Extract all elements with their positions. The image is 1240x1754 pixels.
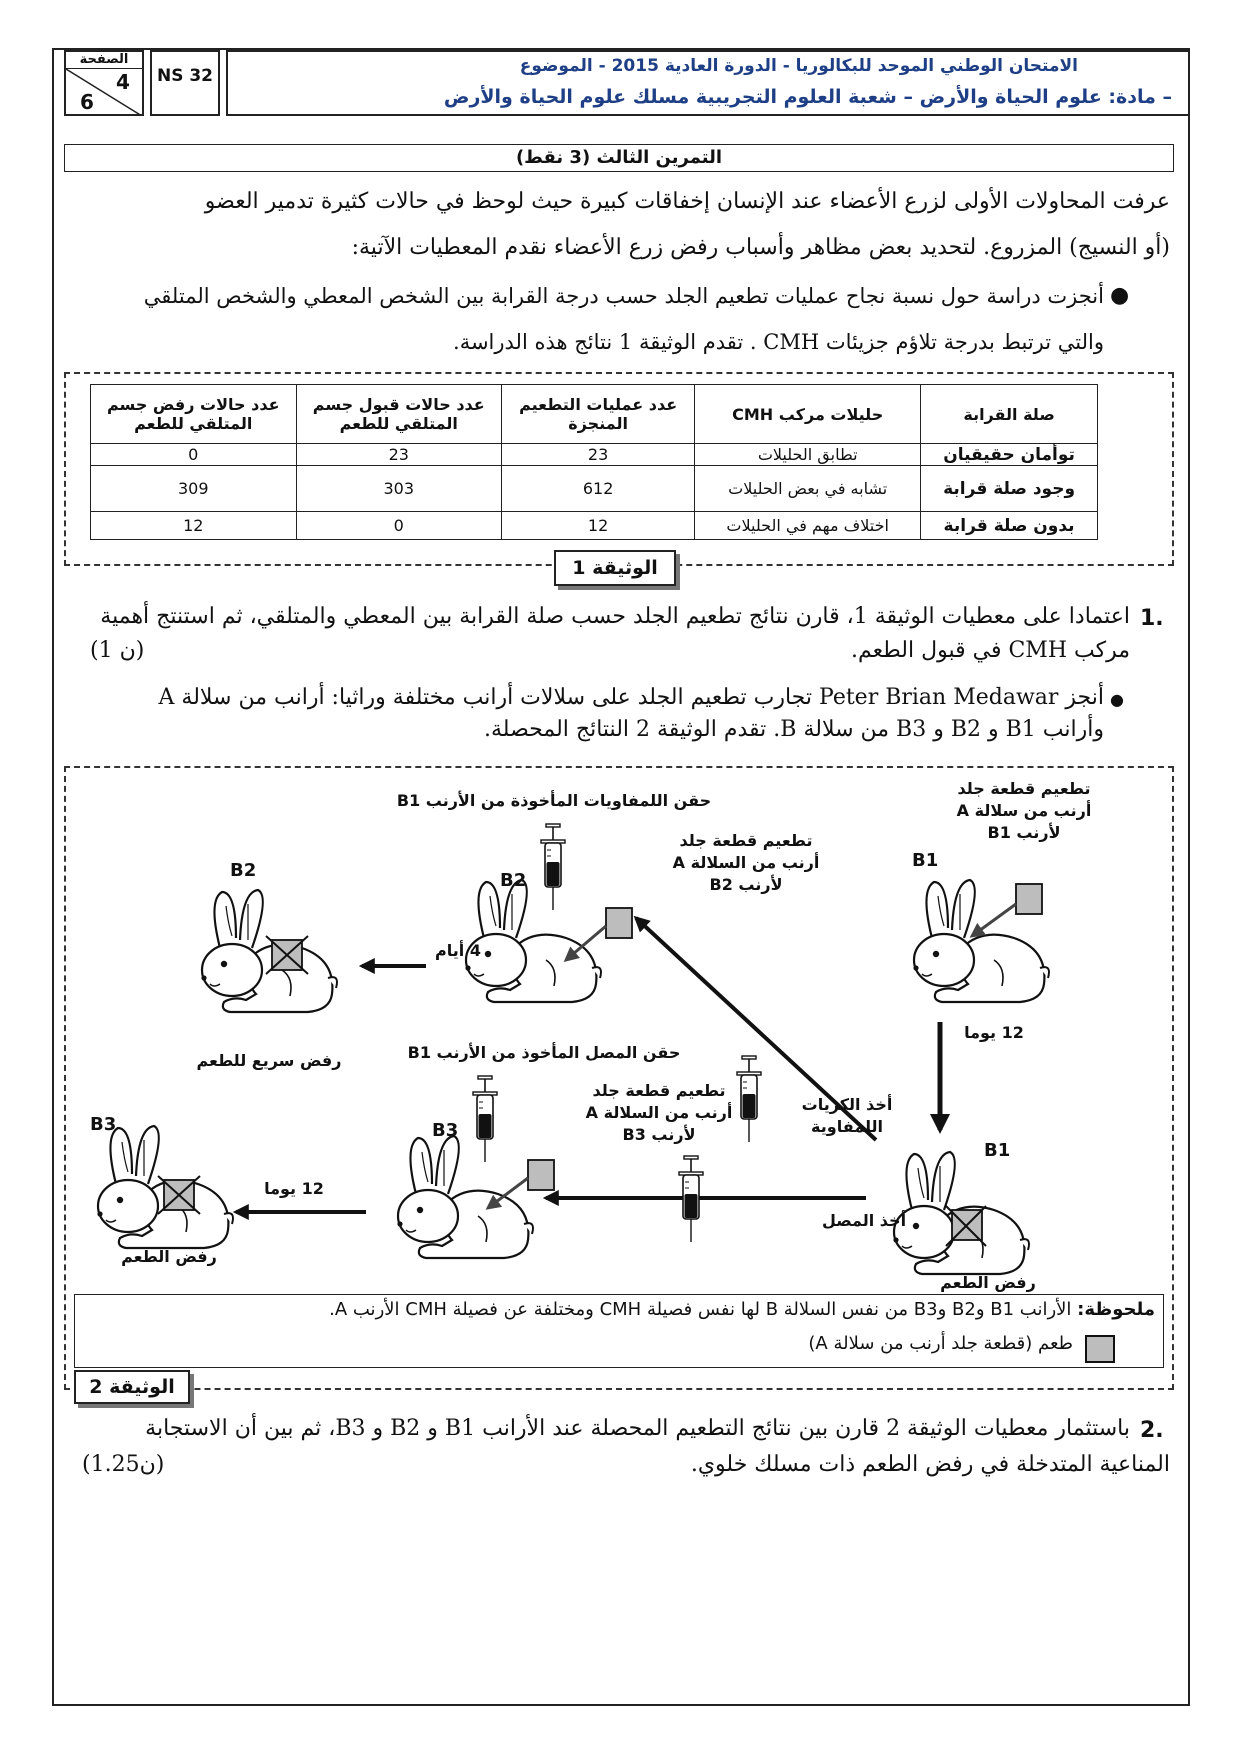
header-title-box [226, 50, 1190, 116]
cell-alleles: تشابه في بعض الحليلات [695, 466, 921, 512]
bullet-1-line-2: والتي ترتبط بدرجة تلاؤم جزيئات CMH . تقدم الوثيقة 1 نتائج هذه الدراسة. [453, 330, 1104, 354]
rapid-rejection-label: رفض سريع للطعم [196, 1051, 342, 1070]
rabbit-b3-label: B3 [432, 1120, 459, 1141]
note-label: ملحوظة: [1077, 1299, 1155, 1320]
take-serum-label: أخذ المصل [821, 1211, 907, 1230]
cell-kinship: بدون صلة قرابة [921, 512, 1098, 540]
rabbit-b3-graft [397, 1136, 533, 1258]
intro-line-1: عرفت المحاولات الأولى لزرع الأعضاء عند الإنسان إخفاقات كبيرة حيث لوحظ في حالات كثيرة تدمير العضو [204, 189, 1170, 214]
cell-accepted: 303 [296, 466, 501, 512]
question-2-number: 2. [1140, 1418, 1164, 1443]
header-accepted-count: عدد حالات قبول جسم المتلقي للطعم [296, 385, 501, 444]
inject-lymph-label: حقن اللمفاويات المأخوذة من الأرنب B1 [396, 791, 712, 810]
cell-alleles: تطابق الحليلات [695, 444, 921, 466]
rabbit-b2-label: B2 [500, 870, 527, 891]
exam-page [52, 48, 1190, 1706]
cell-kinship: وجود صلة قرابة [921, 466, 1098, 512]
table-row [91, 512, 1098, 540]
rabbit-b3-rejected-label: B3 [90, 1114, 117, 1135]
bullet-2-dot: ● [1110, 690, 1124, 709]
syringe-serum-icon [679, 1156, 703, 1242]
inject-serum-label: حقن المصل المأخوذ من الأرنب B1 [407, 1043, 681, 1062]
graft-arrow [972, 904, 1016, 936]
rabbit-b1-bottom-label: B1 [984, 1140, 1011, 1161]
cell-rejected: 0 [91, 444, 297, 466]
question-2-line-1: باستثمار معطيات الوثيقة 2 قارن بين نتائج التطعيم المحصلة عند الأرانب B1 و B2 و B3، ثم بين أن الاستجابة [145, 1416, 1130, 1441]
question-1-line-2: مركب CMH في قبول الطعم. [851, 638, 1130, 663]
rabbit-b2-rejected [201, 890, 337, 1012]
question-2-line-2: المناعية المتدخلة في رفض الطعم ذات مسلك خلوي. [690, 1452, 1170, 1477]
graft-b1-label: تطعيم قطعة جلد أرنب من سلالة A لأرنب B1 [956, 779, 1092, 842]
table-row [91, 444, 1098, 466]
page-divider-line [66, 69, 142, 116]
rabbit-b2-rejected-label: B2 [230, 860, 257, 881]
days-12-b3-label: 12 يوما [264, 1179, 324, 1198]
graft-patch [606, 908, 632, 938]
cell-rejected: 309 [91, 466, 297, 512]
days-12-label: 12 يوما [964, 1023, 1024, 1042]
question-1-line-1: اعتمادا على معطيات الوثيقة 1، قارن نتائج تطعيم الجلد حسب صلة القرابة بين المعطي والمتلقي، ثم استنتج أهمية [100, 604, 1130, 629]
bullet-2-line-2: وأرانب B1 و B2 و B3 من سلالة B. تقدم الوثيقة 2 النتائج المحصلة. [484, 717, 1104, 742]
question-1-points: (1 ن) [90, 638, 145, 663]
header-grafts-count: عدد عمليات التطعيم المنجزة [502, 385, 695, 444]
header-line-1: الامتحان الوطني الموحد للبكالوريا - الدورة العادية 2015 - الموضوع [519, 56, 1078, 76]
note-line [329, 1299, 1155, 1320]
bullet-1-line-1: أنجزت دراسة حول نسبة نجاح عمليات تطعيم الجلد حسب درجة القرابة بين الشخص المعطي والشخص المتلقي [143, 284, 1104, 308]
page-label: الصفحة [66, 52, 142, 69]
rejection-b3-label: رفض الطعم [121, 1247, 217, 1266]
cell-accepted: 23 [296, 444, 501, 466]
exercise-title: التمرين الثالث (3 نقط) [64, 144, 1174, 172]
graft-patch [1016, 884, 1042, 914]
cell-rejected: 12 [91, 512, 297, 540]
question-1-number: 1. [1140, 606, 1164, 631]
document-1-label: الوثيقة 1 [554, 550, 676, 586]
bullet-2-line-1: أنجز Peter Brian Medawar تجارب تطعيم الجلد على سلالات أرانب مختلفة وراثيا: أرانب من سلالة A [158, 685, 1104, 710]
intro-line-2: (أو النسيج) المزروع. لتحديد بعض مظاهر وأسباب رفض زرع الأعضاء نقدم المعطيات الآتية: [351, 235, 1170, 260]
note-box [74, 1294, 1164, 1368]
cell-kinship: توأمان حقيقيان [921, 444, 1098, 466]
header-cmh-alleles: حليلات مركب CMH [695, 385, 921, 444]
cell-grafts: 23 [502, 444, 695, 466]
cell-alleles: اختلاف مهم في الحليلات [695, 512, 921, 540]
cell-grafts: 12 [502, 512, 695, 540]
document-2-label: الوثيقة 2 [74, 1370, 190, 1404]
page-number-box [64, 50, 144, 116]
syringe-b3-icon [473, 1076, 497, 1162]
graft-b3-label: تطعيم قطعة جلد أرنب من السلالة A لأرنب B3 [585, 1081, 733, 1144]
cell-grafts: 612 [502, 466, 695, 512]
graft-b2-label: تطعيم قطعة جلد أرنب من السلالة A لأرنب B2 [672, 831, 820, 894]
legend-text: طعم (قطعة جلد أرنب من سلالة A) [808, 1333, 1073, 1354]
cmh-graft-table [90, 384, 1098, 540]
document-1-table-wrap [90, 384, 1098, 540]
header-kinship: صلة القرابة [921, 385, 1098, 444]
take-lymph-label: أخذ الكريات اللمفاوية [801, 1095, 893, 1136]
bullet-1-dot: ● [1110, 283, 1130, 308]
table-header-row [91, 385, 1098, 444]
header-line-2: – مادة: علوم الحياة والأرض – شعبة العلوم التجريبية مسلك علوم الحياة والأرض [443, 86, 1172, 108]
days-4-label: 4 أيام [435, 941, 481, 960]
legend-graft-swatch [1085, 1335, 1115, 1363]
table-row [91, 466, 1098, 512]
exam-code: NS 32 [150, 50, 220, 116]
cell-accepted: 0 [296, 512, 501, 540]
page-number: 4 [116, 70, 130, 94]
syringe-b2-icon [541, 824, 565, 910]
graft-patch [528, 1160, 554, 1190]
header-rejected-count: عدد حالات رفض جسم المتلقي للطعم [91, 385, 297, 444]
note-text: الأرانب B1 وB2 وB3 من نفس السلالة B لها نفس فصيلة CMH ومختلفة عن فصيلة CMH الأرنب A. [329, 1299, 1072, 1320]
question-2-points: (1.25ن) [82, 1452, 165, 1477]
page-total: 6 [80, 90, 94, 114]
rabbit-b1-top-label: B1 [912, 850, 939, 871]
rejection-b1-label: رفض الطعم [940, 1273, 1036, 1292]
